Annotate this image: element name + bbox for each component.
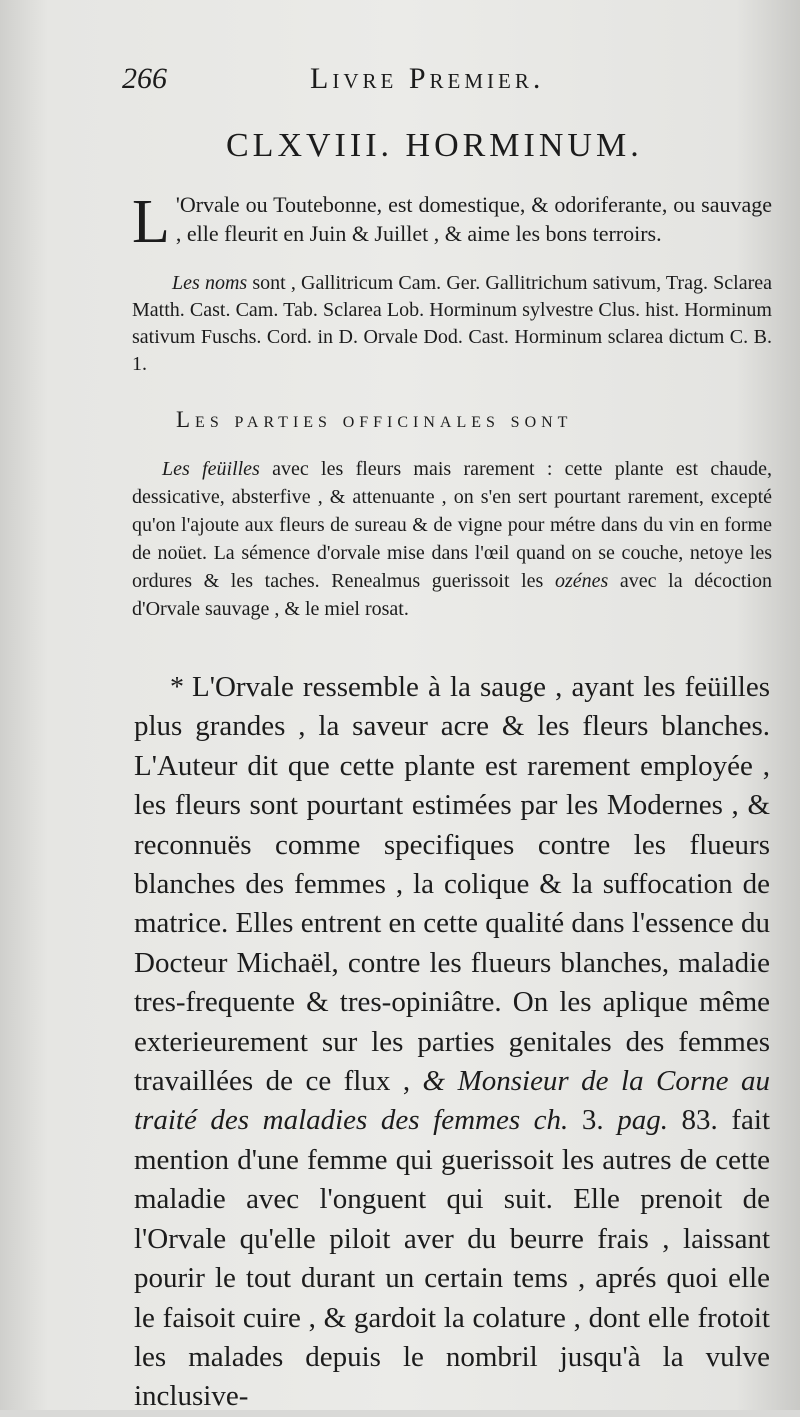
annotation-paragraph [134, 668, 770, 1417]
note-text-3: 83. fait mention d'une femme qui guerissoit les autres de cette maladie avec l'onguent qui suit. Elle prenoit de l'Orvale qu'elle piloit aver du beurre frais , laissant pourir le tout durant un certain tems , aprés quoi elle le faisoit cuire , & gardoit la colature , dont elle frotoit les malades depuis le nombril jusqu'à la vulve inclusive- [134, 1104, 771, 1413]
intro-paragraph [132, 188, 772, 256]
leaves-text-1: avec les fleurs mais rarement : cette plante est chaude, dessicative, absterfive , & attenuante , on s'en sert pourtant rarement, excepté qu'on l'ajoute aux fleurs de sureau & de vigne pour métre dans du vin en forme de noüet. La sémence d'orvale mise dans l'œil quand on se couche, netoye les ordures & les taches. Renealmus guerissoit les [132, 458, 772, 592]
leaves-emphasis: ozénes [554, 570, 609, 592]
leaves-paragraph [132, 455, 772, 623]
note-citation: & Monsieur de la Corne au traité des maladies des femmes ch. [134, 1065, 770, 1137]
page-number: 266 [122, 62, 167, 95]
page-header [122, 62, 722, 102]
names-paragraph [132, 270, 772, 378]
names-text: sont , Gallitricum Cam. Ger. Gallitrichum sativum, Trag. Sclarea Matth. Cast. Cam. Tab. Sclarea Lob. Horminum sylvestre Clus. hist. Horminum sativum Fuschs. Cord. in D. Orvale Dod. Cast. Horminum sclarea dictum C. B. 1. [132, 272, 772, 375]
asterisk-mark: * [170, 672, 184, 703]
leaves-lead: Les feüilles [162, 458, 260, 480]
chapter-title: CLXVIII. HORMINUM. [226, 127, 643, 164]
note-pag: pag. [617, 1104, 668, 1137]
note-text-2: 3. [568, 1104, 618, 1137]
running-head: Livre Premier. [310, 62, 545, 95]
intro-text: 'Orvale ou Toutebonne, est domestique, & odoriferante, ou sauvage , elle fleurit en Juin & Juillet , & aime les bons terroirs. [175, 192, 772, 246]
leaves-text-2: avec la décoction d'Orvale sauvage , & le miel rosat. [132, 570, 772, 620]
section-heading: Les parties officinales sont [176, 407, 573, 432]
note-text-1: L'Orvale ressemble à la sauge , ayant les feüilles plus grandes , la saveur acre & les fleurs blanches. L'Auteur dit que cette plante est rarement employée , les fleurs sont pourtant estimées par les Modernes , & reconnuës comme specifiques contre les flueurs blanches des femmes , la colique & la suffocation de matrice. Elles entrent en cette qualité dans l'essence du Docteur Michaël, contre les flueurs blanches, maladie tres-frequente & tres-opiniâtre. On les aplique même exterieurement sur les parties genitales des femmes travaillées de ce flux , [134, 671, 770, 1098]
names-lead: Les noms [172, 272, 248, 294]
drop-capital: L [132, 188, 170, 256]
